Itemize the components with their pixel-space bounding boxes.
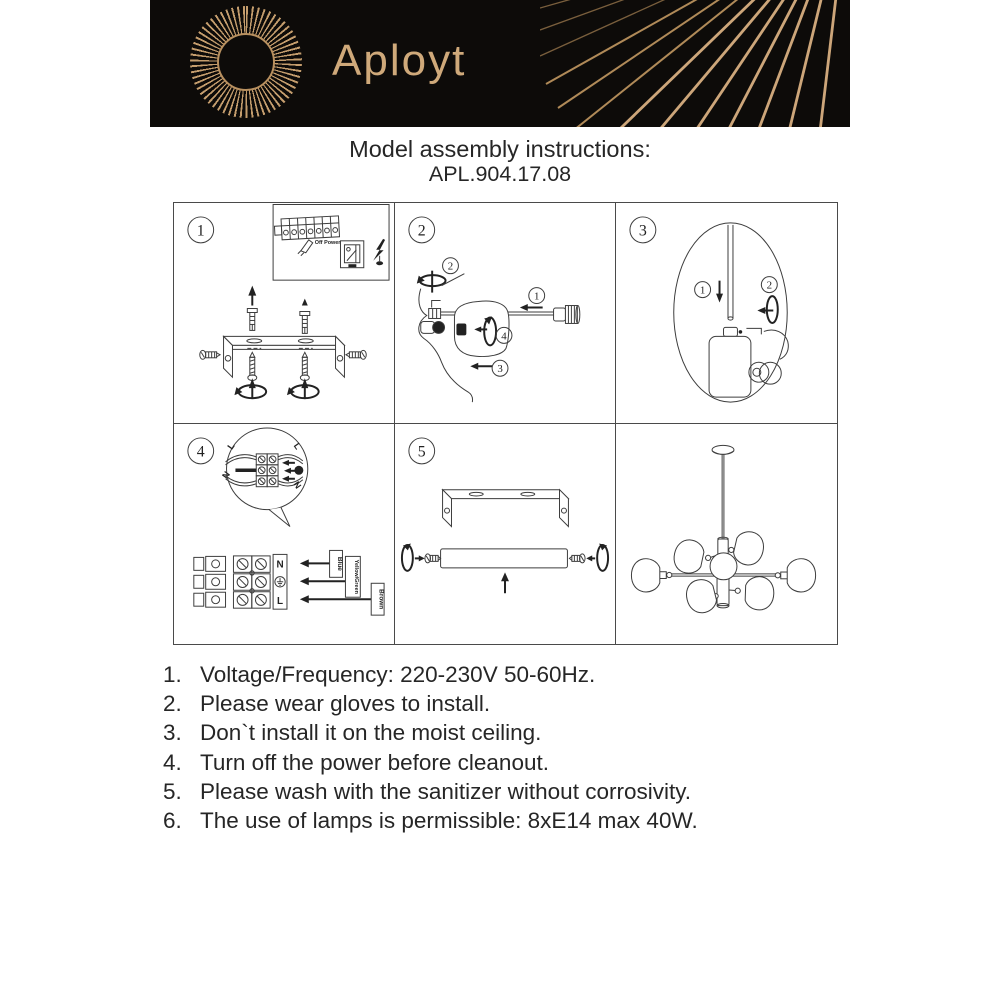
screw-icon (300, 352, 309, 380)
terminal-letter-l: L (277, 596, 284, 608)
rotate-arrow-icon (287, 378, 319, 399)
substep-number: 1 (533, 290, 540, 303)
list-item (163, 806, 883, 835)
rotate-arrow-icon (757, 296, 777, 323)
substep-number: 2 (766, 279, 773, 292)
wire-letter: N (220, 469, 232, 481)
power-switch-icon (340, 241, 363, 268)
wall-anchor-icon (300, 312, 310, 334)
screw-icon (346, 350, 366, 359)
lamp-shade-icon (671, 537, 711, 575)
rotate-arrow-icon (597, 543, 608, 570)
list-item (163, 689, 883, 718)
terminal-inset (273, 204, 389, 280)
earth-ground-icon (275, 577, 285, 587)
model-number: APL.904.17.08 (428, 162, 572, 186)
list-item (163, 777, 883, 806)
item-text: Voltage/Frequency: 220-230V 50-60Hz. (200, 662, 596, 687)
panel-assembled-product (616, 424, 837, 645)
terminal-strip-icon (274, 216, 339, 240)
rotate-arrow-icon (402, 543, 413, 570)
wire-letter: L (225, 441, 237, 452)
chandelier-drawing (631, 445, 815, 615)
rotate-arrow-icon (417, 271, 465, 293)
terminal-connection-diagram (194, 550, 385, 615)
pointing-hand-icon (298, 240, 313, 256)
step-number: 5 (417, 443, 426, 461)
screw-icon (248, 352, 257, 380)
substep-number: 4 (501, 330, 507, 343)
panel-step-3 (616, 203, 837, 424)
assembly-steps-grid (173, 202, 838, 645)
wire-color-label: Yellow/Green (352, 559, 359, 594)
rod-to-body-diagram (417, 258, 580, 402)
panel-step-1 (174, 203, 395, 424)
item-text: The use of lamps is permissible: 8xE14 max 40W. (200, 808, 698, 834)
step-number: 3 (638, 222, 647, 240)
substep-number: 2 (447, 260, 454, 273)
lamp-shade-icon (631, 559, 671, 592)
wire-letter: L (291, 441, 303, 452)
inset-note: Off Power (314, 239, 341, 246)
page-title: Model assembly instructions: (349, 136, 651, 162)
substep-number: 3 (497, 363, 503, 376)
canopy-mount-diagram (402, 490, 608, 594)
lamp-shade-icon (683, 577, 719, 616)
rotate-arrow-icon (234, 378, 266, 399)
panel-step-2 (395, 203, 616, 424)
list-item (163, 660, 883, 689)
bracket-diagram (200, 286, 366, 399)
lightning-bolt-icon (373, 239, 385, 265)
substep-number: 1 (699, 284, 706, 297)
wall-anchor-icon (247, 309, 257, 331)
lamp-shade-icon (775, 559, 815, 592)
screw-icon (200, 350, 220, 359)
title-block (0, 136, 1000, 186)
rod-insert-diagram (674, 223, 789, 402)
screw-icon (569, 554, 585, 563)
wire-letter: N (291, 479, 304, 491)
terminal-block-icon (233, 556, 270, 608)
item-number: 5. (163, 778, 182, 804)
sunburst-logo-icon (190, 6, 302, 118)
step-number: 1 (196, 222, 205, 240)
item-number: 4. (163, 749, 182, 775)
connector-stack-icon (194, 556, 226, 607)
step-number: 4 (196, 443, 205, 461)
item-text: Turn off the power before cleanout. (200, 749, 549, 775)
screw-icon (425, 554, 441, 563)
item-text: Please wash with the sanitizer without corrosivity. (200, 778, 692, 804)
list-item (163, 748, 883, 777)
decorative-rays-icon (540, 0, 850, 127)
item-text: Please wear gloves to install. (200, 691, 491, 717)
wire-color-label: Blue (336, 556, 343, 571)
item-number: 1. (163, 662, 182, 687)
step-number: 2 (417, 222, 426, 240)
list-item (163, 718, 883, 747)
panel-step-4 (174, 424, 395, 645)
wire-color-label: Brown (377, 589, 385, 610)
lamp-shade-icon (735, 576, 774, 610)
panel-step-5 (395, 424, 616, 645)
safety-instructions-list (163, 660, 883, 835)
brand-banner (150, 0, 850, 127)
brand-name: Aployt (332, 36, 467, 85)
terminal-letter-n: N (276, 559, 284, 571)
item-text: Don`t install it on the moist ceiling. (200, 720, 542, 746)
item-number: 6. (163, 808, 182, 834)
item-number: 3. (163, 720, 182, 746)
item-number: 2. (163, 691, 182, 717)
wiring-callout (220, 428, 308, 527)
